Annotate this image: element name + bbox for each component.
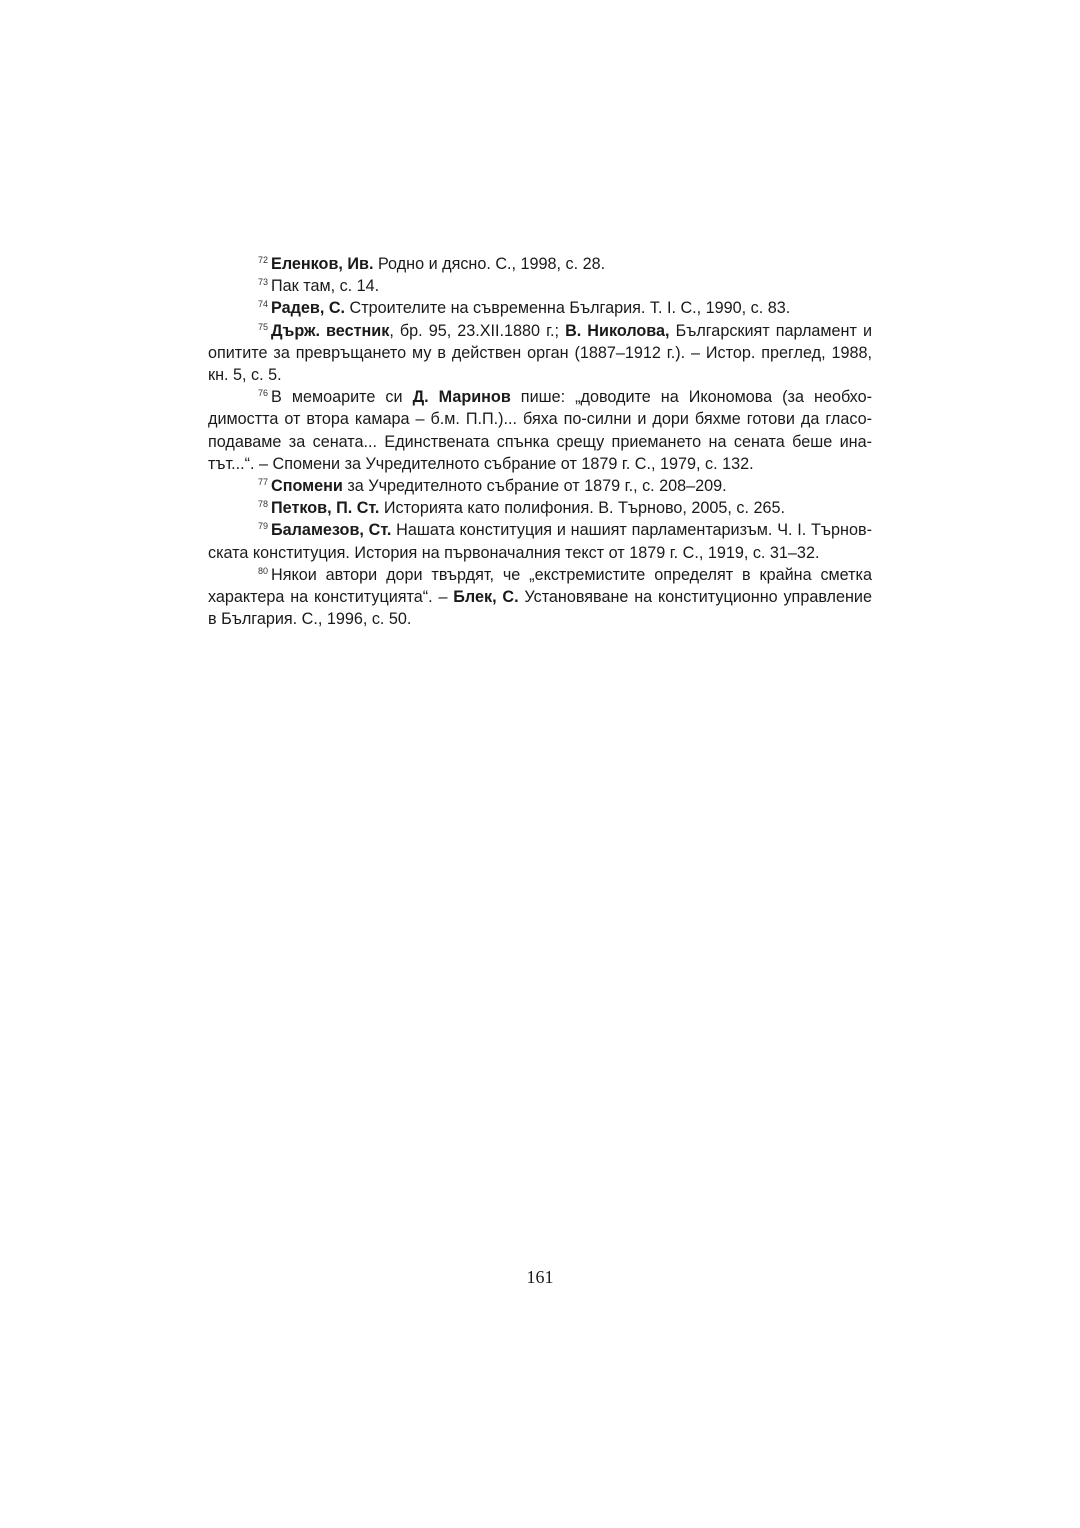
- footnote-text: за Учредителното събрание от 1879 г., с. 208–209.: [342, 477, 727, 496]
- footnote-text: В мемоарите си: [271, 388, 413, 407]
- footnote-author: Еленков, Ив.: [271, 255, 374, 273]
- footnote-author: Петков, П. Ст.: [271, 499, 380, 518]
- footnote-76: [208, 386, 872, 475]
- footnote-text: Родно и дясно. С., 1998, с. 28.: [373, 255, 606, 273]
- footnote-number: 80: [258, 565, 269, 576]
- footnote-author: Блек, С.: [453, 588, 519, 607]
- footnote-number: 79: [258, 521, 269, 532]
- footnote-number: 72: [258, 255, 269, 265]
- footnote-author: Баламезов, Ст.: [271, 521, 392, 540]
- footnote-number: 75: [258, 321, 269, 332]
- footnote-author: Радев, С.: [271, 299, 346, 318]
- footnote-72: [208, 253, 872, 275]
- footnote-text: Нашата конституция и нашият парламентаризъм. Ч. I. Търновската конституция. История на първоначалния текст от 1879 г. С., 1919, с. 31–32.: [208, 521, 872, 562]
- footnote-number: 76: [258, 388, 269, 399]
- page-number: 161: [526, 1267, 554, 1287]
- footnote-78: [208, 497, 872, 519]
- footnotes-block: [208, 253, 872, 630]
- footnote-text: Установяване на конституционно управление в България. С., 1996, с. 50.: [208, 588, 872, 629]
- footnote-number: 74: [258, 299, 269, 310]
- footnote-75: [208, 320, 872, 387]
- footnote-text: Строителите на съвременна България. Т. I. С., 1990, с. 83.: [345, 299, 791, 318]
- footnote-text: Пак там, с. 14.: [271, 277, 380, 296]
- footnote-author: Държ. вестник: [271, 321, 390, 340]
- footnote-number: 77: [258, 477, 269, 488]
- footnote-77: [208, 475, 872, 497]
- footnote-text: Някои автори дори твърдят, че „екстремистите определят в крайна сметка характера на конституцията“. –: [208, 565, 872, 607]
- footnote-author: Д. Маринов: [412, 388, 511, 407]
- footnote-text: Българският парламент и опитите за превръщането му в действен орган (1887–1912 г.). – Истор. преглед, 1988, кн. 5, с. 5.: [208, 321, 872, 385]
- footnote-text: , бр. 95, 23.XII.1880 г.;: [389, 321, 566, 340]
- footnote-author: Спомени: [271, 477, 343, 496]
- footnote-74: [208, 297, 872, 319]
- footnote-79: [208, 519, 872, 563]
- footnote-number: 73: [258, 277, 269, 288]
- footnote-73: [208, 275, 872, 297]
- footnote-text: пише: „доводите на Икономова (за необходимостта от втора камара – б.м. П.П.)... бяха по-силни и дори бяхме готови да гласоподаваме за сената... Единствената спънка срещу приемането на сената беше инатът...“. – Спомени за Учредителното събрание от 1879 г. С., 1979, с. 132.: [208, 388, 872, 473]
- footnote-text: Историята като полифония. В. Търново, 2005, с. 265.: [379, 499, 785, 518]
- footnote-80: [208, 564, 872, 631]
- footnote-number: 78: [258, 499, 269, 510]
- footnote-author: В. Николова,: [565, 321, 670, 340]
